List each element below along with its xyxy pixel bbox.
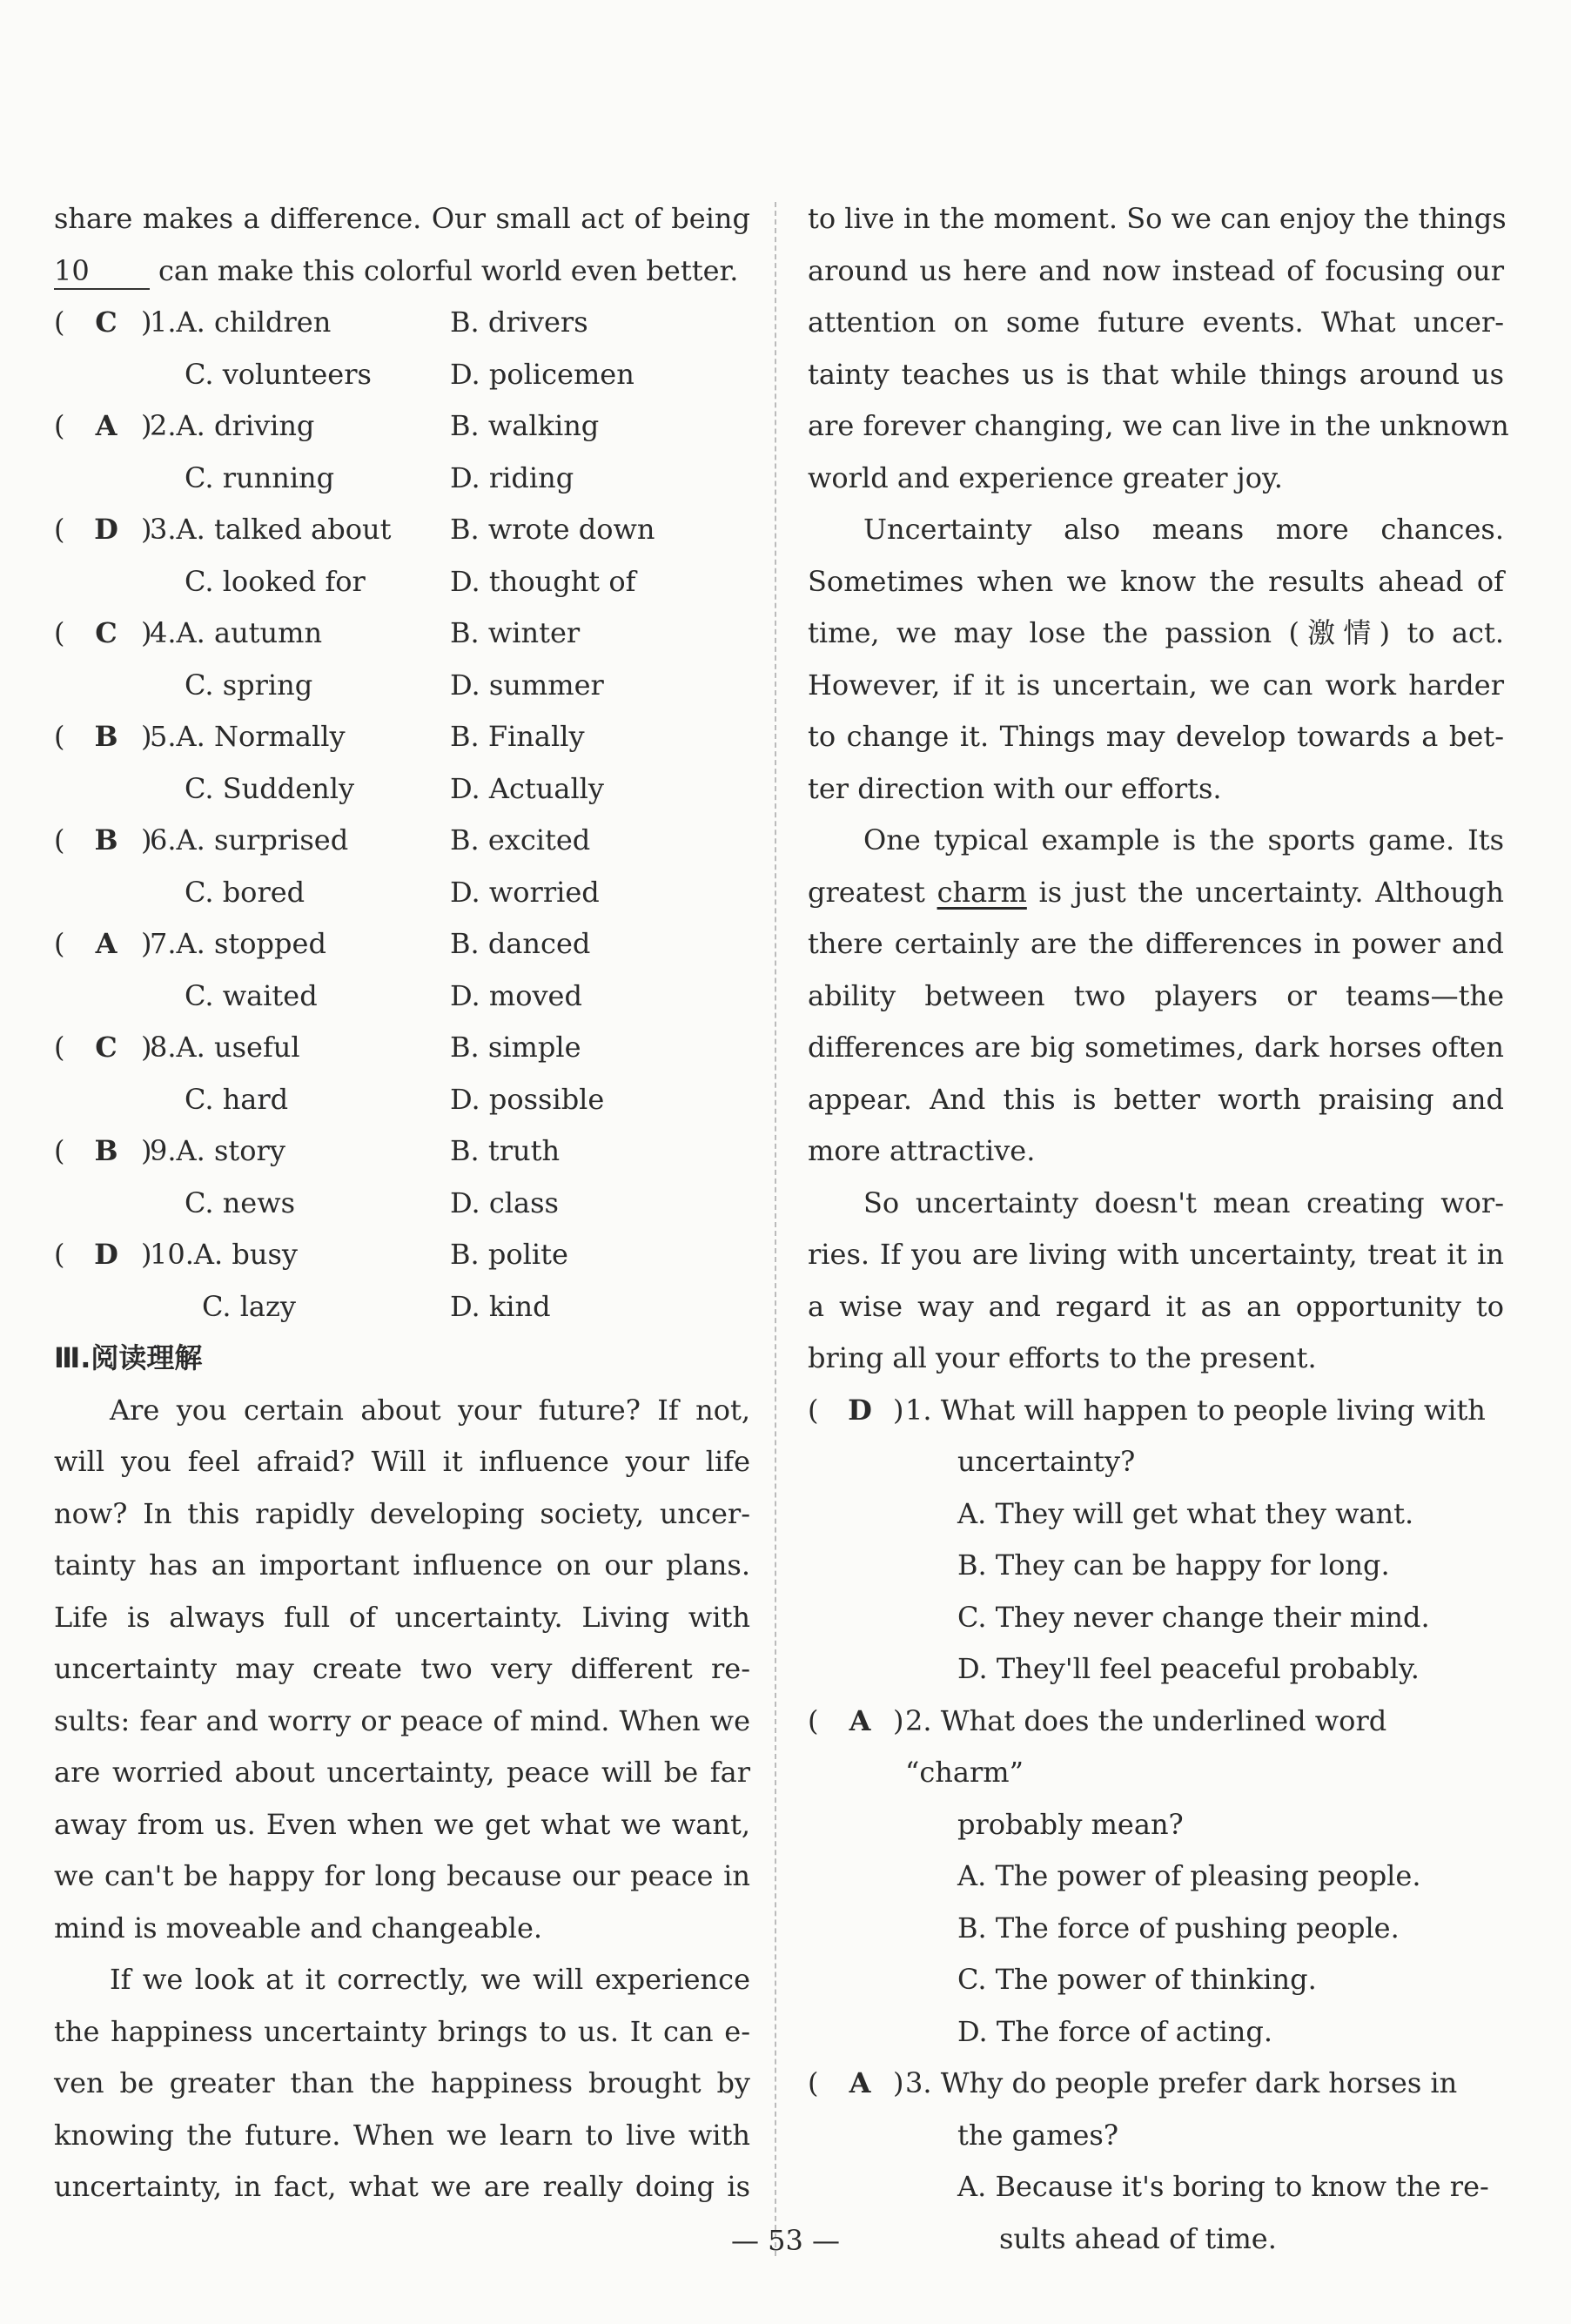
open-paren: (: [54, 823, 65, 856]
reading-question: [808, 2058, 1504, 2110]
passage-line: now? In this rapidly developing society, uncer-: [54, 1496, 750, 1530]
close-paren: ): [141, 927, 152, 960]
passage-line: bring all your efforts to the present.: [808, 1341, 1317, 1374]
reading-option: sults ahead of time.: [999, 2221, 1277, 2255]
option-b: B. truth: [450, 1134, 561, 1167]
close-paren: ): [893, 1703, 904, 1737]
close-paren: ): [893, 2066, 904, 2099]
cloze-question: [54, 297, 750, 349]
option-a: [150, 711, 346, 763]
question-number: 8.: [150, 1031, 177, 1064]
passage-line: sults: fear and worry or peace of mind. When we: [54, 1703, 750, 1737]
option-c: C. news: [185, 1186, 296, 1219]
cloze-options: [54, 1178, 750, 1230]
option-c: C. running: [185, 460, 335, 494]
reading-question: [808, 1799, 1504, 1851]
option-c: C. lazy: [202, 1289, 296, 1323]
reading-question: [808, 2110, 1504, 2162]
cloze-question: [54, 608, 750, 660]
passage-line: ability between two players or teams—the: [808, 978, 1504, 1012]
section-title: Ⅲ.阅读理解: [54, 1341, 203, 1374]
reading-option: C. They never change their mind.: [957, 1600, 1430, 1634]
open-paren: (: [54, 616, 65, 649]
option-b: B. Finally: [450, 720, 585, 753]
passage-line: knowing the future. When we learn to live with: [54, 2118, 750, 2152]
option-a-text: A. driving: [176, 409, 315, 442]
passage-line: Life is always full of uncertainty. Living with: [54, 1600, 750, 1634]
question-number: 6.: [150, 823, 177, 856]
passage-line: One typical example is the sports game. Its: [863, 823, 1504, 856]
option-c: C. hard: [185, 1082, 289, 1116]
reading-option: A. They will get what they want.: [957, 1496, 1414, 1530]
option-b: B. danced: [450, 927, 591, 960]
passage-line: uncertainty may create two very different re-: [54, 1652, 750, 1685]
close-paren: ): [141, 616, 152, 649]
option-a-text: A. useful: [176, 1031, 300, 1064]
cloze-question: [54, 1022, 750, 1074]
passage-line: However, if it is uncertain, we can work harder: [808, 668, 1504, 702]
question-text: probably mean?: [957, 1807, 1184, 1841]
answer-mark: B: [94, 1134, 118, 1167]
passage-line: ter direction with our efforts.: [808, 771, 1222, 805]
question-text: 2. What does the underlined word “charm”: [905, 1703, 1387, 1789]
passage-line: to live in the moment. So we can enjoy the things: [808, 202, 1507, 235]
question-number: 2.: [150, 409, 177, 442]
passage-line: [54, 245, 750, 298]
open-paren: (: [54, 513, 65, 546]
passage-line: are worried about uncertainty, peace will be far: [54, 1756, 750, 1789]
cloze-question: [54, 1125, 750, 1178]
answer-mark: D: [94, 513, 118, 546]
question-text: 3. Why do people prefer dark horses in: [905, 2066, 1458, 2099]
passage-line: If we look at it correctly, we will experience: [110, 1963, 750, 1996]
cloze-question: [54, 918, 750, 971]
question-number: 1.: [150, 306, 177, 339]
option-c: C. looked for: [185, 564, 366, 598]
passage-line: around us here and now instead of focusing our: [808, 253, 1504, 287]
open-paren: (: [54, 306, 65, 339]
close-paren: ): [893, 1393, 904, 1427]
passage-line: So uncertainty doesn't mean creating wor-: [863, 1186, 1504, 1219]
option-a-text: A. stopped: [176, 927, 326, 960]
right-column: [808, 193, 1509, 2265]
open-paren: (: [54, 409, 65, 442]
option-a: [150, 1229, 298, 1281]
option-d: D. moved: [450, 978, 582, 1012]
passage-line: ries. If you are living with uncertainty, treat it in: [808, 1238, 1504, 1271]
passage-line: more attractive.: [808, 1134, 1036, 1167]
answer-mark: A: [849, 1703, 871, 1737]
passage-text: is just the uncertainty. Although: [1026, 875, 1505, 909]
option-d: D. possible: [450, 1082, 605, 1116]
option-a: [150, 400, 314, 453]
option-a-text: A. surprised: [176, 823, 349, 856]
option-a-text: A. talked about: [176, 513, 392, 546]
cloze-options: [54, 867, 750, 919]
passage-line: time, we may lose the passion (激情) to act.: [808, 616, 1504, 649]
option-d: D. class: [450, 1186, 559, 1219]
option-c: C. bored: [185, 875, 305, 909]
reading-option: B. They can be happy for long.: [957, 1548, 1390, 1582]
question-text: 1. What will happen to people living with: [905, 1393, 1486, 1427]
open-paren: (: [54, 1031, 65, 1064]
passage-line: mind is moveable and changeable.: [54, 1911, 543, 1945]
open-paren: (: [54, 1238, 65, 1271]
close-paren: ): [141, 409, 152, 442]
open-paren: (: [808, 1393, 819, 1427]
reading-option: D. The force of acting.: [957, 2014, 1272, 2048]
reading-question: [808, 1385, 1504, 1437]
answer-mark: B: [94, 720, 118, 753]
column-divider: [775, 202, 776, 2256]
reading-option: C. The power of thinking.: [957, 1963, 1317, 1996]
option-d: D. worried: [450, 875, 600, 909]
question-number: 4.: [150, 616, 177, 649]
passage-line: uncertainty, in fact, what we are really doing is: [54, 2170, 750, 2203]
question-number: 9.: [150, 1134, 177, 1167]
option-d: D. summer: [450, 668, 604, 702]
cloze-options: [54, 1074, 750, 1126]
question-number: 5.: [150, 720, 177, 753]
passage-line: we can't be happy for long because our peace in: [54, 1859, 750, 1892]
option-a-text: A. story: [176, 1134, 285, 1167]
passage-line: attention on some future events. What uncer-: [808, 306, 1504, 339]
option-d: D. riding: [450, 460, 574, 494]
passage-line: tainty has an important influence on our plans.: [54, 1548, 750, 1582]
option-b: B. simple: [450, 1031, 581, 1064]
left-column: [54, 193, 750, 2213]
answer-mark: A: [849, 2066, 871, 2099]
passage-line: [808, 867, 1504, 919]
answer-mark: C: [95, 616, 117, 649]
open-paren: (: [54, 927, 65, 960]
option-b: B. wrote down: [450, 513, 655, 546]
option-b: B. winter: [450, 616, 581, 649]
cloze-question: [54, 400, 750, 453]
option-c: C. waited: [185, 978, 318, 1012]
reading-option: D. They'll feel peaceful probably.: [957, 1652, 1420, 1685]
option-a: [150, 918, 326, 971]
underlined-word: charm: [937, 875, 1027, 909]
open-paren: (: [808, 1703, 819, 1737]
option-a: [150, 1022, 300, 1074]
answer-mark: D: [94, 1238, 118, 1271]
option-c: C. spring: [185, 668, 313, 702]
passage-line: share makes a difference. Our small act of being: [54, 202, 750, 235]
option-d: D. kind: [450, 1289, 551, 1323]
passage-line: tainty teaches us is that while things around us: [808, 357, 1504, 391]
reading-question: [808, 1696, 1504, 1799]
cloze-options: [54, 660, 750, 712]
cloze-options: [54, 556, 750, 608]
passage-text: can make this colorful world even better.: [158, 253, 739, 287]
question-number: 7.: [150, 927, 177, 960]
passage-line: Uncertainty also means more chances.: [863, 513, 1504, 546]
passage-line: world and experience greater joy.: [808, 460, 1283, 494]
option-a-text: A. Normally: [176, 720, 346, 753]
option-a: [150, 608, 322, 660]
option-c: C. volunteers: [185, 357, 372, 391]
option-d: D. thought of: [450, 564, 636, 598]
page-number: — 53 —: [730, 2224, 841, 2257]
option-b: B. polite: [450, 1238, 568, 1271]
close-paren: ): [141, 1031, 152, 1064]
cloze-options: [54, 763, 750, 816]
answer-mark: C: [95, 306, 117, 339]
question-number: 10.: [150, 1238, 194, 1271]
close-paren: ): [141, 306, 152, 339]
answer-mark: C: [95, 1031, 117, 1064]
open-paren: (: [54, 720, 65, 753]
option-b: B. walking: [450, 409, 600, 442]
passage-line: a wise way and regard it as an opportunity to: [808, 1289, 1504, 1323]
question-text: uncertainty?: [957, 1445, 1136, 1478]
close-paren: ): [141, 823, 152, 856]
question-text: the games?: [957, 2118, 1118, 2152]
cloze-options: [54, 349, 750, 401]
answer-mark: B: [94, 823, 118, 856]
question-number: 3.: [150, 513, 177, 546]
option-d: D. policemen: [450, 357, 634, 391]
option-b: B. drivers: [450, 306, 588, 339]
option-a: [150, 815, 348, 867]
cloze-question: [54, 504, 750, 556]
passage-line: appear. And this is better worth praising and: [808, 1082, 1504, 1116]
cloze-options: [54, 453, 750, 505]
option-a: [150, 297, 331, 349]
cloze-question: [54, 711, 750, 763]
close-paren: ): [141, 1134, 152, 1167]
open-paren: (: [808, 2066, 819, 2099]
option-c: C. Suddenly: [185, 771, 355, 805]
option-a-text: A. busy: [193, 1238, 298, 1271]
cloze-question: [54, 815, 750, 867]
passage-line: there certainly are the differences in power and: [808, 927, 1504, 960]
passage-line: away from us. Even when we get what we want,: [54, 1807, 750, 1841]
passage-line: Are you certain about your future? If not,: [110, 1393, 750, 1427]
close-paren: ): [141, 720, 152, 753]
reading-question: [808, 1436, 1504, 1488]
passage-line: the happiness uncertainty brings to us. It can e-: [54, 2014, 750, 2048]
option-a-text: A. children: [176, 306, 332, 339]
cloze-question: [54, 1229, 750, 1281]
passage-line: ven be greater than the happiness brought by: [54, 2066, 750, 2099]
reading-option: A. The power of pleasing people.: [957, 1859, 1421, 1892]
passage-line: Sometimes when we know the results ahead of: [808, 564, 1504, 598]
open-paren: (: [54, 1134, 65, 1167]
reading-option: A. Because it's boring to know the re-: [957, 2170, 1489, 2203]
passage-line: will you feel afraid? Will it influence your life: [54, 1445, 750, 1478]
answer-mark: A: [95, 409, 117, 442]
answer-mark: A: [95, 927, 117, 960]
answer-mark: D: [848, 1393, 872, 1427]
option-a-text: A. autumn: [176, 616, 323, 649]
passage-text: greatest: [808, 875, 937, 909]
passage-line: to change it. Things may develop towards a bet-: [808, 720, 1504, 753]
cloze-options: [54, 971, 750, 1023]
reading-option: B. The force of pushing people.: [957, 1911, 1400, 1945]
option-b: B. excited: [450, 823, 591, 856]
option-a: [150, 504, 391, 556]
close-paren: ): [141, 513, 152, 546]
answer-blank: 10: [54, 253, 150, 290]
option-d: D. Actually: [450, 771, 604, 805]
close-paren: ): [141, 1238, 152, 1271]
passage-line: are forever changing, we can live in the unknown: [808, 409, 1509, 442]
option-a: [150, 1125, 285, 1178]
cloze-options: [54, 1281, 750, 1333]
passage-line: differences are big sometimes, dark horses often: [808, 1031, 1504, 1064]
